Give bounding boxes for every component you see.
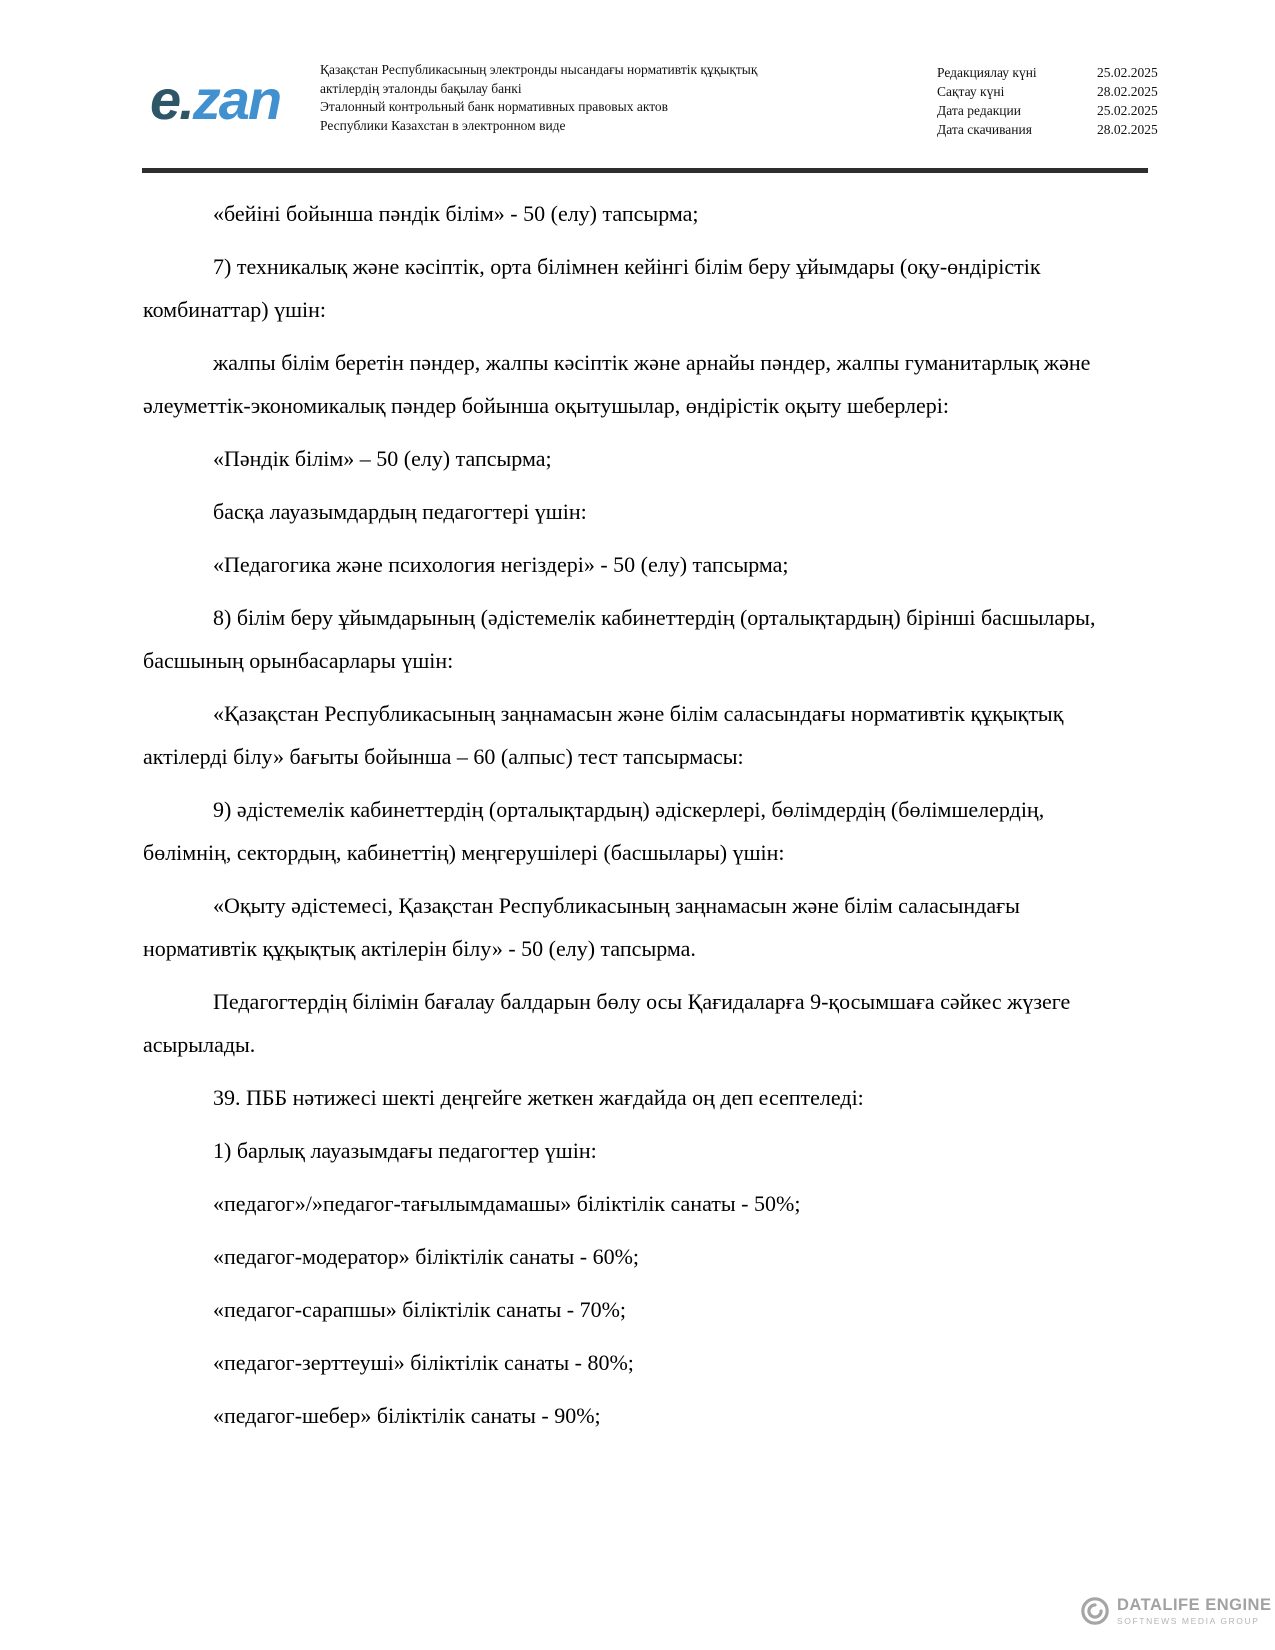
paragraph: «Қазақстан Республикасының заңнамасын және білім саласындағы нормативтік құқықтық актілерді білу» бағыты бойынша – 60 (алпыс) тест тапсырмасы: — [143, 701, 1064, 769]
bank-title — [320, 61, 885, 135]
bank-title-line: актілердің эталонды бақылау банкі — [320, 80, 522, 96]
paragraph: 7) техникалық және кәсіптік, орта білімнен кейінгі білім беру ұйымдары (оқу-өндірістік комбинаттар) үшін: — [143, 254, 1041, 322]
date-label: Дата редакции — [937, 103, 1021, 118]
paragraph: «бейіні бойынша пәндік білім» - 50 (елу) тапсырма; — [213, 201, 699, 226]
paragraph: «педагог-сарапшы» біліктілік санаты - 70%; — [213, 1297, 627, 1322]
datalife-eye-icon — [1080, 1596, 1110, 1626]
datalife-footer — [1080, 1596, 1271, 1626]
footer-text — [1117, 1596, 1271, 1626]
bank-title-line: Республики Казахстан в электронном виде — [320, 117, 566, 133]
date-value: 28.02.2025 — [1097, 84, 1158, 99]
paragraph: 1) барлық лауазымдағы педагогтер үшін: — [213, 1138, 597, 1163]
paragraph: басқа лауазымдардың педагогтері үшін: — [213, 499, 587, 524]
date-label: Редакциялау күні — [937, 65, 1037, 80]
date-label: Дата скачивания — [937, 122, 1032, 137]
footer-engine-subtitle: SOFTNEWS MEDIA GROUP — [1117, 1616, 1260, 1626]
date-row — [937, 63, 1177, 82]
paragraph: «педагог-шебер» біліктілік санаты - 90%; — [213, 1403, 601, 1428]
footer-engine-name: DATALIFE ENGINE — [1117, 1596, 1272, 1614]
paragraph: «педагог»/»педагог-тағылымдамашы» біліктілік санаты - 50%; — [213, 1191, 801, 1216]
dates-table — [937, 63, 1177, 139]
date-row — [937, 101, 1177, 120]
date-row — [937, 82, 1177, 101]
ezan-logo — [150, 68, 281, 131]
paragraph: «Пәндік білім» – 50 (елу) тапсырма; — [213, 446, 552, 471]
paragraph: 39. ПББ нәтижесі шекті деңгейге жеткен жағдайда оң деп есептеледі: — [213, 1085, 864, 1110]
paragraph: жалпы білім беретін пәндер, жалпы кәсіптік және арнайы пәндер, жалпы гуманитарлық және әлеуметтік-экономикалық пәндер бойынша оқытушылар, өндірістік оқыту шеберлері: — [143, 350, 1091, 418]
date-value: 28.02.2025 — [1097, 122, 1158, 137]
bank-title-line: Эталонный контрольный банк нормативных правовых актов — [320, 99, 669, 114]
paragraph: 9) әдістемелік кабинеттердің (орталықтардың) әдіскерлері, бөлімдердің (бөлімшелердің, бөлімнің, сектордың, кабинеттің) меңгерушілері (басшылары) үшін: — [143, 797, 1045, 865]
paragraph: «педагог-зерттеуші» біліктілік санаты - 80%; — [213, 1350, 634, 1375]
paragraph: Педагогтердің білімін бағалау балдарын бөлу осы Қағидаларға 9-қосымшаға сәйкес жүзеге асырылады. — [143, 989, 1071, 1057]
paragraph: «Оқыту әдістемесі, Қазақстан Республикасының заңнамасын және білім саласындағы нормативтік құқықтық актілерін білу» - 50 (елу) тапсырма. — [143, 893, 1020, 961]
date-value: 25.02.2025 — [1097, 65, 1158, 80]
document-body — [143, 192, 1135, 1447]
paragraph: 8) білім беру ұйымдарының (әдістемелік кабинеттердің (орталықтардың) бірінші басшылары, басшының орынбасарлары үшін: — [143, 605, 1096, 673]
header-divider — [142, 168, 1148, 173]
date-row — [937, 120, 1177, 139]
paragraph: «педагог-модератор» біліктілік санаты - 60%; — [213, 1244, 640, 1269]
date-value: 25.02.2025 — [1097, 103, 1158, 118]
date-label: Сақтау күні — [937, 84, 1005, 99]
ezan-logo-suffix: zan — [192, 68, 281, 131]
ezan-logo-prefix: e. — [150, 68, 193, 131]
bank-title-line: Қазақстан Республикасының электронды нысандағы нормативтік құқықтық — [320, 62, 758, 77]
paragraph: «Педагогика және психология негіздері» - 50 (елу) тапсырма; — [213, 552, 789, 577]
